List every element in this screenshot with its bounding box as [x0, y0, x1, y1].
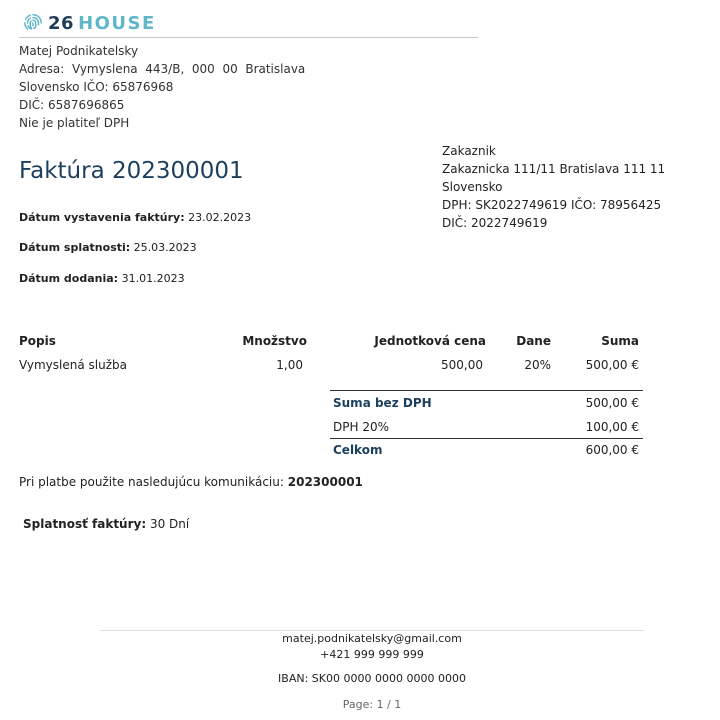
payment-terms [23, 517, 189, 531]
issue-date-row [19, 211, 251, 224]
payment-terms-label: Splatnosť faktúry: [23, 517, 147, 531]
payment-note [19, 475, 363, 489]
footer-divider [100, 630, 644, 631]
payment-note-label: Pri platbe použite nasledujúcu komunikáciu: [19, 475, 284, 489]
row-quantity: 1,00 [276, 358, 303, 372]
subtotal-value: 500,00 € [585, 396, 639, 410]
customer-address: Zakaznicka 111/11 Bratislava 111 11 [442, 162, 666, 176]
payment-terms-value: 30 Dní [149, 517, 190, 531]
totals-bottom-rule [330, 438, 643, 439]
fingerprint-icon [22, 12, 44, 34]
customer-name: Zakaznik [442, 144, 496, 158]
seller-info [19, 42, 305, 132]
seller-dic: DIČ: 6587696865 [19, 98, 125, 112]
invoice-title: Faktúra 202300001 [19, 158, 244, 184]
vat-label: DPH 20% [333, 420, 389, 434]
header-unit-price: Jednotková cena [374, 334, 486, 348]
customer-dph-ico: DPH: SK2022749619 IČO: 78956425 [442, 198, 662, 212]
header-tax: Dane [516, 334, 551, 348]
issue-date-value: 23.02.2023 [188, 211, 252, 224]
logo-word: HOUSE [78, 12, 156, 34]
total-label: Celkom [333, 443, 383, 457]
totals-top-rule [330, 390, 643, 391]
company-logo [22, 12, 156, 34]
payment-note-value: 202300001 [287, 475, 363, 489]
footer-email: matej.podnikatelsky@gmail.com [282, 632, 462, 645]
row-unit-price: 500,00 [441, 358, 483, 372]
header-description: Popis [19, 334, 56, 348]
header-divider [19, 37, 478, 38]
footer-iban: IBAN: SK00 0000 0000 0000 0000 [278, 672, 466, 685]
row-tax: 20% [524, 358, 551, 372]
due-date-label: Dátum splatnosti: [19, 241, 131, 254]
due-date-row [19, 241, 197, 254]
due-date-value: 25.03.2023 [133, 241, 197, 254]
row-description: Vymyslená služba [19, 358, 127, 372]
page-number: Page: 1 / 1 [342, 698, 402, 711]
seller-vat-status: Nie je platiteľ DPH [19, 116, 130, 130]
logo-number: 26 [48, 12, 75, 34]
seller-name: Matej Podnikatelsky [19, 44, 139, 58]
row-total: 500,00 € [585, 358, 639, 372]
delivery-date-label: Dátum dodania: [19, 272, 119, 285]
subtotal-label: Suma bez DPH [333, 396, 432, 410]
header-quantity: Množstvo [242, 334, 307, 348]
delivery-date-row [19, 272, 185, 285]
footer-phone: +421 999 999 999 [320, 648, 424, 661]
delivery-date-value: 31.01.2023 [121, 272, 185, 285]
seller-address: Adresa: Vymyslena 443/B, 000 00 Bratislava [19, 62, 306, 76]
seller-country-ico: Slovensko IČO: 65876968 [19, 80, 174, 94]
total-value: 600,00 € [585, 443, 639, 457]
vat-value: 100,00 € [585, 420, 639, 434]
issue-date-label: Dátum vystavenia faktúry: [19, 211, 185, 224]
customer-dic: DIČ: 2022749619 [442, 216, 548, 230]
header-total: Suma [601, 334, 639, 348]
customer-info [442, 142, 665, 232]
customer-country: Slovensko [442, 180, 503, 194]
